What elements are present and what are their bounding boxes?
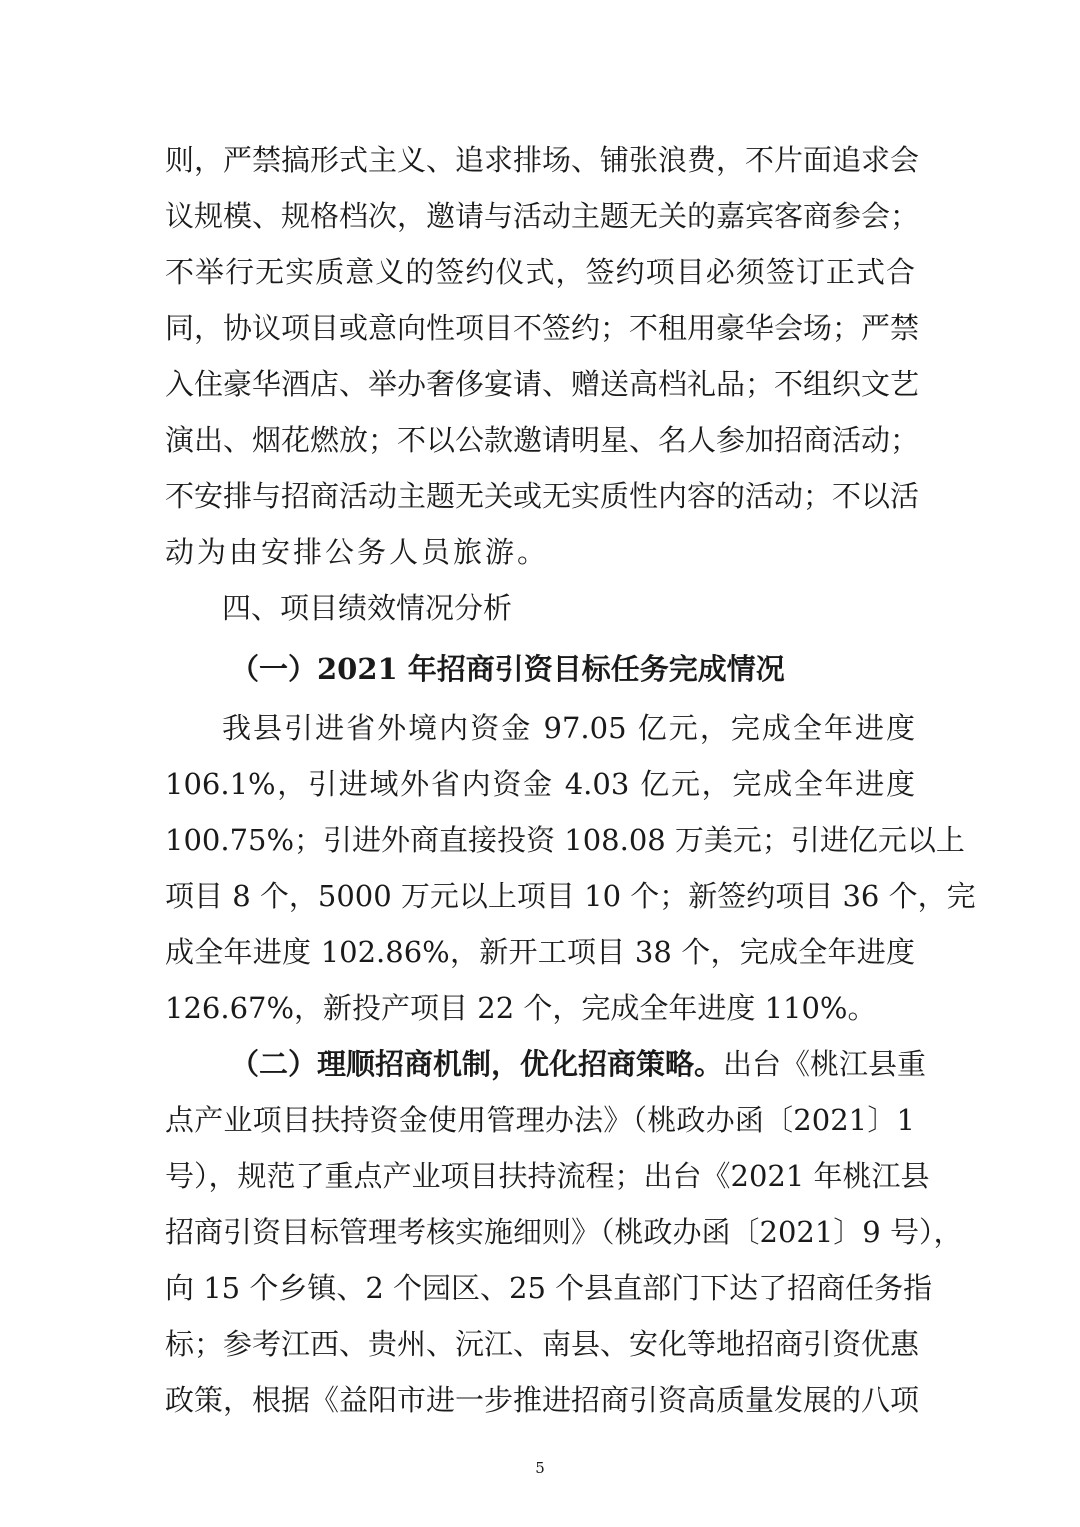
- body-text-line: 项目 8 个，5000 万元以上项目 10 个；新签约项目 36 个，完: [165, 879, 976, 913]
- page-number: 5: [535, 1459, 545, 1477]
- body-text-line: 议规模、规格档次，邀请与活动主题无关的嘉宾客商参会；: [165, 199, 920, 233]
- body-text-line: 向 15 个乡镇、2 个园区、25 个县直部门下达了招商任务指: [165, 1271, 933, 1305]
- body-text-line: 106.1%，引进域外省内资金 4.03 亿元，完成全年进度: [165, 767, 915, 801]
- body-text-line: 100.75%；引进外商直接投资 108.08 万美元；引进亿元以上: [165, 823, 965, 857]
- body-text-line: 我县引进省外境内资金 97.05 亿元，完成全年进度: [222, 711, 915, 745]
- body-text-line: 同，协议项目或意向性项目不签约；不租用豪华会场；严禁: [165, 311, 920, 345]
- lead-rest-text: 出台《桃江县重: [723, 1047, 927, 1081]
- body-text-line: 成全年进度 102.86%，新开工项目 38 个，完成全年进度: [165, 935, 915, 969]
- body-text-line: 不安排与招商活动主题无关或无实质性内容的活动；不以活: [165, 479, 920, 513]
- section-heading: 四、项目绩效情况分析: [222, 591, 513, 625]
- body-text-line: 政策，根据《益阳市进一步推进招商引资高质量发展的八项: [165, 1383, 920, 1417]
- body-text-line: 则，严禁搞形式主义、追求排场、铺张浪费，不片面追求会: [165, 143, 920, 177]
- body-text-line: 号），规范了重点产业项目扶持流程；出台《2021 年桃江县: [165, 1159, 930, 1193]
- body-text-line: 126.67%，新投产项目 22 个，完成全年进度 110%。: [165, 991, 877, 1025]
- subsection-heading: （一）2021 年招商引资目标任务完成情况: [230, 652, 785, 686]
- paragraph-lead-line: [230, 1042, 927, 1086]
- body-text-line: 入住豪华酒店、举办奢侈宴请、赠送高档礼品；不组织文艺: [165, 367, 920, 401]
- bold-lead-text: （二）理顺招商机制，优化招商策略。: [230, 1047, 724, 1081]
- body-text-line: 点产业项目扶持资金使用管理办法》（桃政办函〔2021〕1: [165, 1103, 915, 1137]
- body-text-line: 标；参考江西、贵州、沅江、南县、安化等地招商引资优惠: [165, 1327, 920, 1361]
- body-text-line: 招商引资目标管理考核实施细则》（桃政办函〔2021〕9 号），: [165, 1215, 963, 1249]
- body-text-line: 不举行无实质意义的签约仪式，签约项目必须签订正式合: [165, 255, 915, 289]
- body-text-line: 动为由安排公务人员旅游。: [165, 535, 550, 569]
- body-text-line: 演出、烟花燃放；不以公款邀请明星、名人参加招商活动；: [165, 423, 920, 457]
